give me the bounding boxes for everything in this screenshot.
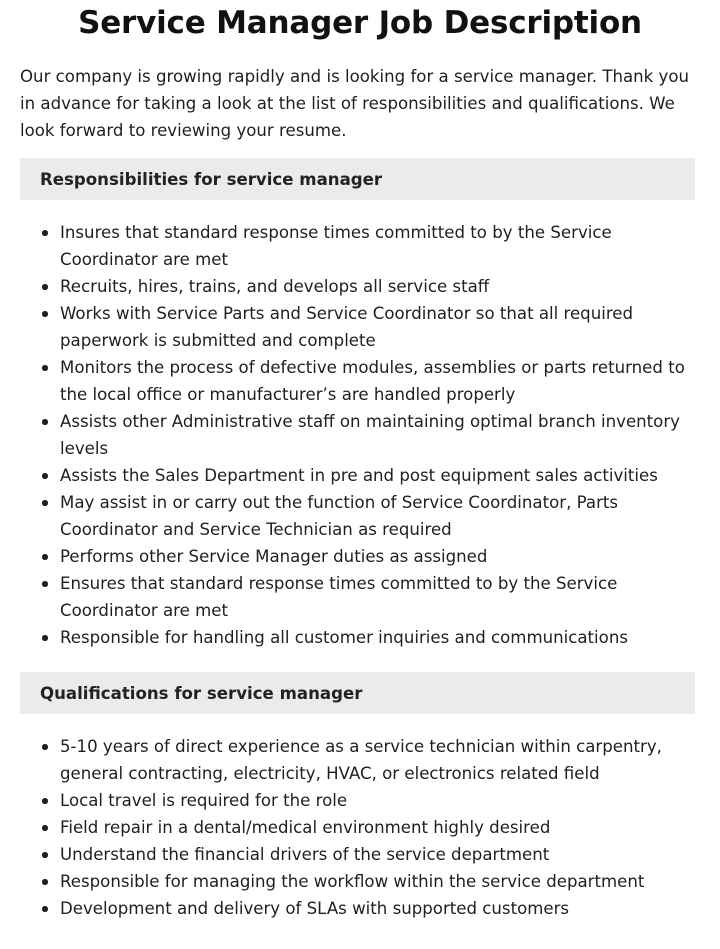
list-item (20, 868, 695, 895)
list-item-text: 5-10 years of direct experience as a service technician within carpentry, general contracting, electricity, HVAC, or electronics related field (60, 737, 662, 783)
responsibilities-heading (20, 158, 695, 200)
list-item-text: Monitors the process of defective modules, assemblies or parts returned to the local office or manufacturer’s are handled properly (60, 358, 685, 404)
bullet-icon (42, 635, 48, 641)
list-item-text: Recruits, hires, trains, and develops all service staff (60, 277, 490, 296)
list-item (20, 787, 695, 814)
bullet-icon (42, 419, 48, 425)
bullet-icon (42, 500, 48, 506)
bullet-icon (42, 744, 48, 750)
page-title: Service Manager Job Description (78, 5, 642, 41)
qualifications-list (20, 733, 695, 922)
list-item-text: Works with Service Parts and Service Coordinator so that all required paperwork is submitted and complete (60, 304, 634, 350)
bullet-icon (42, 365, 48, 371)
list-item-text: Assists the Sales Department in pre and post equipment sales activities (60, 466, 658, 485)
qualifications-heading (20, 672, 695, 714)
list-item (20, 841, 695, 868)
bullet-icon (42, 230, 48, 236)
list-item (20, 462, 695, 489)
list-item (20, 489, 695, 543)
bullet-icon (42, 311, 48, 317)
list-item (20, 219, 695, 273)
list-item-text: Ensures that standard response times committed to by the Service Coordinator are met (60, 574, 618, 620)
list-item-text: Understand the financial drivers of the service department (60, 845, 550, 864)
list-item-text: Insures that standard response times committed to by the Service Coordinator are met (60, 223, 612, 269)
bullet-icon (42, 554, 48, 560)
bullet-icon (42, 879, 48, 885)
list-item (20, 408, 695, 462)
list-item (20, 300, 695, 354)
bullet-icon (42, 798, 48, 804)
list-item (20, 895, 695, 922)
intro-paragraph: Our company is growing rapidly and is looking for a service manager. Thank you in advance for taking a look at the list of responsibilities and qualifications. We look forward to reviewing your resume. (20, 67, 690, 140)
list-item (20, 543, 695, 570)
list-item (20, 354, 695, 408)
list-item-text: Local travel is required for the role (60, 791, 348, 810)
list-item (20, 733, 695, 787)
list-item-text: May assist in or carry out the function of Service Coordinator, Parts Coordinator and Service Technician as required (60, 493, 619, 539)
list-item-text: Responsible for managing the workflow within the service department (60, 872, 645, 891)
bullet-icon (42, 852, 48, 858)
list-item (20, 570, 695, 624)
list-item-text: Assists other Administrative staff on maintaining optimal branch inventory levels (60, 412, 680, 458)
bullet-icon (42, 284, 48, 290)
responsibilities-heading-text: Responsibilities for service manager (40, 169, 383, 189)
qualifications-heading-text: Qualifications for service manager (40, 683, 363, 703)
list-item (20, 814, 695, 841)
responsibilities-list (20, 219, 695, 651)
bullet-icon (42, 581, 48, 587)
bullet-icon (42, 906, 48, 912)
list-item-text: Responsible for handling all customer inquiries and communications (60, 628, 628, 647)
bullet-icon (42, 473, 48, 479)
list-item (20, 273, 695, 300)
list-item-text: Field repair in a dental/medical environment highly desired (60, 818, 551, 837)
list-item (20, 624, 695, 651)
list-item-text: Development and delivery of SLAs with supported customers (60, 899, 570, 918)
bullet-icon (42, 825, 48, 831)
list-item-text: Performs other Service Manager duties as assigned (60, 547, 488, 566)
